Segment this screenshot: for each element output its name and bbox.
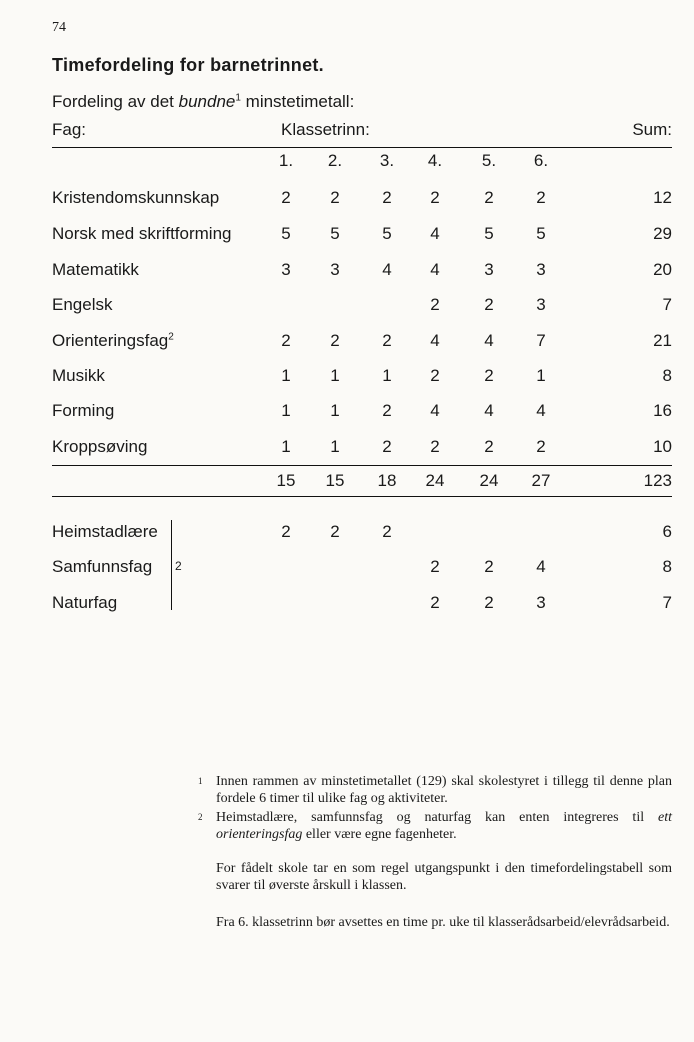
- row-sum: 8: [662, 366, 672, 385]
- subject-name: Orienteringsfag: [52, 331, 169, 350]
- row-label: [52, 401, 114, 421]
- hours-cell: 2: [536, 437, 546, 456]
- sub-row-label: Samfunnsfag: [52, 557, 153, 576]
- row-label: [52, 224, 231, 244]
- hours-cell: 5: [536, 224, 546, 243]
- hours-cell: 2: [382, 331, 392, 350]
- hours-cell: 4: [430, 224, 440, 243]
- hours-cell: 5: [330, 224, 340, 243]
- hours-cell: 1: [281, 366, 291, 385]
- hours-cell: 3: [536, 593, 546, 612]
- footnote-2-post: eller være egne fagenheter.: [302, 827, 457, 842]
- grade-header: 1.: [278, 151, 294, 170]
- bracket-footnote-ref: 2: [175, 559, 182, 573]
- table-subtitle: [52, 92, 354, 112]
- hours-cell: 2: [430, 437, 440, 456]
- hours-cell: 2: [430, 593, 440, 612]
- footnote-2-mark: 2: [198, 812, 203, 822]
- subtitle-italic: bundne: [178, 92, 236, 111]
- hours-cell: 4: [484, 331, 494, 350]
- hours-cell: 5: [382, 224, 392, 243]
- hours-cell: 2: [382, 401, 392, 420]
- footnote-1-mark: 1: [198, 776, 203, 786]
- header-fag: Fag:: [52, 120, 87, 139]
- hours-cell: 2: [430, 366, 440, 385]
- total-cell: 24: [425, 471, 445, 490]
- hours-cell: 4: [536, 401, 546, 420]
- total-cell: 18: [377, 471, 397, 490]
- sub-row-sum: 6: [662, 522, 672, 541]
- row-sum: 21: [653, 331, 672, 350]
- hours-cell: 2: [281, 331, 291, 350]
- subject-name: Forming: [52, 401, 115, 420]
- subject-name: Norsk med skriftforming: [52, 224, 232, 243]
- hours-cell: 3: [330, 260, 340, 279]
- hours-cell: 4: [382, 260, 392, 279]
- hours-cell: 1: [330, 401, 340, 420]
- row-sum: 29: [653, 224, 672, 243]
- hours-cell: 4: [484, 401, 494, 420]
- footnote-2-italic: ett orienteringsfag: [216, 810, 672, 842]
- total-cell: 15: [325, 471, 345, 490]
- hours-cell: 3: [281, 260, 291, 279]
- page-number: 74: [52, 20, 66, 35]
- subtitle-footnote-ref: 1: [235, 92, 241, 104]
- sub-row-sum: 7: [662, 593, 672, 612]
- hours-cell: 2: [330, 522, 340, 541]
- hours-cell: 5: [484, 224, 494, 243]
- paragraph-klasserad: Fra 6. klassetrinn bør avsettes en time pr. uke til klasserådsarbeid/elevrådsarbeid.: [216, 915, 670, 930]
- hours-cell: 5: [281, 224, 291, 243]
- row-label: [52, 188, 219, 208]
- hours-cell: 1: [281, 401, 291, 420]
- footnote-2-pre: Heimstadlære, samfunnsfag og naturfag kan enten integreres til: [216, 810, 658, 825]
- hours-cell: 1: [281, 437, 291, 456]
- hours-cell: 2: [382, 522, 392, 541]
- footnote-1: [198, 773, 672, 807]
- subtitle-post: minstetimetall:: [240, 92, 355, 111]
- grade-header: 5.: [481, 151, 497, 170]
- hours-cell: 2: [330, 331, 340, 350]
- sub-row-sum: 8: [662, 557, 672, 576]
- row-sum: 12: [653, 188, 672, 207]
- footnote-ref: 2: [168, 331, 174, 343]
- subject-name: Engelsk: [52, 295, 113, 314]
- totals-bottom-rule: [52, 496, 672, 497]
- sub-row-label: Heimstadlære: [52, 522, 158, 541]
- row-label: [52, 366, 105, 386]
- header-rule: [52, 147, 672, 148]
- hours-cell: 2: [430, 295, 440, 314]
- total-cell: 27: [531, 471, 551, 490]
- subject-name: Musikk: [52, 366, 105, 385]
- hours-cell: 2: [281, 188, 291, 207]
- hours-cell: 2: [281, 522, 291, 541]
- hours-cell: 2: [430, 188, 440, 207]
- hours-cell: 2: [484, 188, 494, 207]
- hours-cell: 1: [330, 366, 340, 385]
- row-label: [52, 331, 174, 351]
- hours-cell: 2: [484, 437, 494, 456]
- hours-cell: 3: [536, 260, 546, 279]
- hours-cell: 2: [484, 295, 494, 314]
- total-cell: 15: [276, 471, 296, 490]
- row-sum: 16: [653, 401, 672, 420]
- hours-cell: 2: [330, 188, 340, 207]
- hours-cell: 2: [430, 557, 440, 576]
- subtitle-pre: Fordeling av det: [52, 92, 179, 111]
- hours-cell: 3: [484, 260, 494, 279]
- row-sum: 7: [662, 295, 672, 314]
- grade-header: 6.: [533, 151, 549, 170]
- hours-cell: 2: [484, 366, 494, 385]
- subject-name: Kroppsøving: [52, 437, 148, 456]
- header-klassetrinn: Klassetrinn:: [281, 120, 370, 139]
- hours-cell: 2: [382, 437, 392, 456]
- hours-cell: 1: [382, 366, 392, 385]
- hours-cell: 1: [330, 437, 340, 456]
- hours-cell: 2: [382, 188, 392, 207]
- grade-header: 4.: [427, 151, 443, 170]
- hours-cell: 4: [430, 331, 440, 350]
- grand-total: 123: [643, 471, 672, 490]
- row-sum: 10: [653, 437, 672, 456]
- hours-cell: 3: [536, 295, 546, 314]
- row-label: [52, 260, 139, 280]
- hours-cell: 2: [484, 557, 494, 576]
- hours-cell: 1: [536, 366, 546, 385]
- footnote-2: [198, 809, 672, 843]
- paragraph-fadelt: For fådelt skole tar en som regel utgangspunkt i den timefordelingstabell som svarer til øverste årskull i klassen.: [216, 861, 672, 893]
- hours-cell: 2: [484, 593, 494, 612]
- bracket-line: [165, 520, 172, 610]
- row-label: [52, 437, 147, 457]
- sub-row-label: Naturfag: [52, 593, 118, 612]
- page-title: Timefordeling for barnetrinnet.: [52, 55, 324, 75]
- row-sum: 20: [653, 260, 672, 279]
- hours-cell: 4: [430, 260, 440, 279]
- row-label: [52, 295, 112, 315]
- hours-cell: 4: [430, 401, 440, 420]
- subject-name: Matematikk: [52, 260, 139, 279]
- grade-header: 3.: [379, 151, 395, 170]
- grade-header: 2.: [327, 151, 343, 170]
- hours-cell: 2: [536, 188, 546, 207]
- subject-name: Kristendomskunnskap: [52, 188, 220, 207]
- header-sum: Sum:: [632, 120, 672, 139]
- hours-cell: 4: [536, 557, 546, 576]
- totals-top-rule: [52, 465, 672, 466]
- total-cell: 24: [479, 471, 499, 490]
- footnote-1-text: Innen rammen av minstetimetallet (129) skal skolestyret i tillegg til denne plan fordele 6 timer til ulike fag og aktiviteter.: [216, 774, 672, 806]
- hours-cell: 7: [536, 331, 546, 350]
